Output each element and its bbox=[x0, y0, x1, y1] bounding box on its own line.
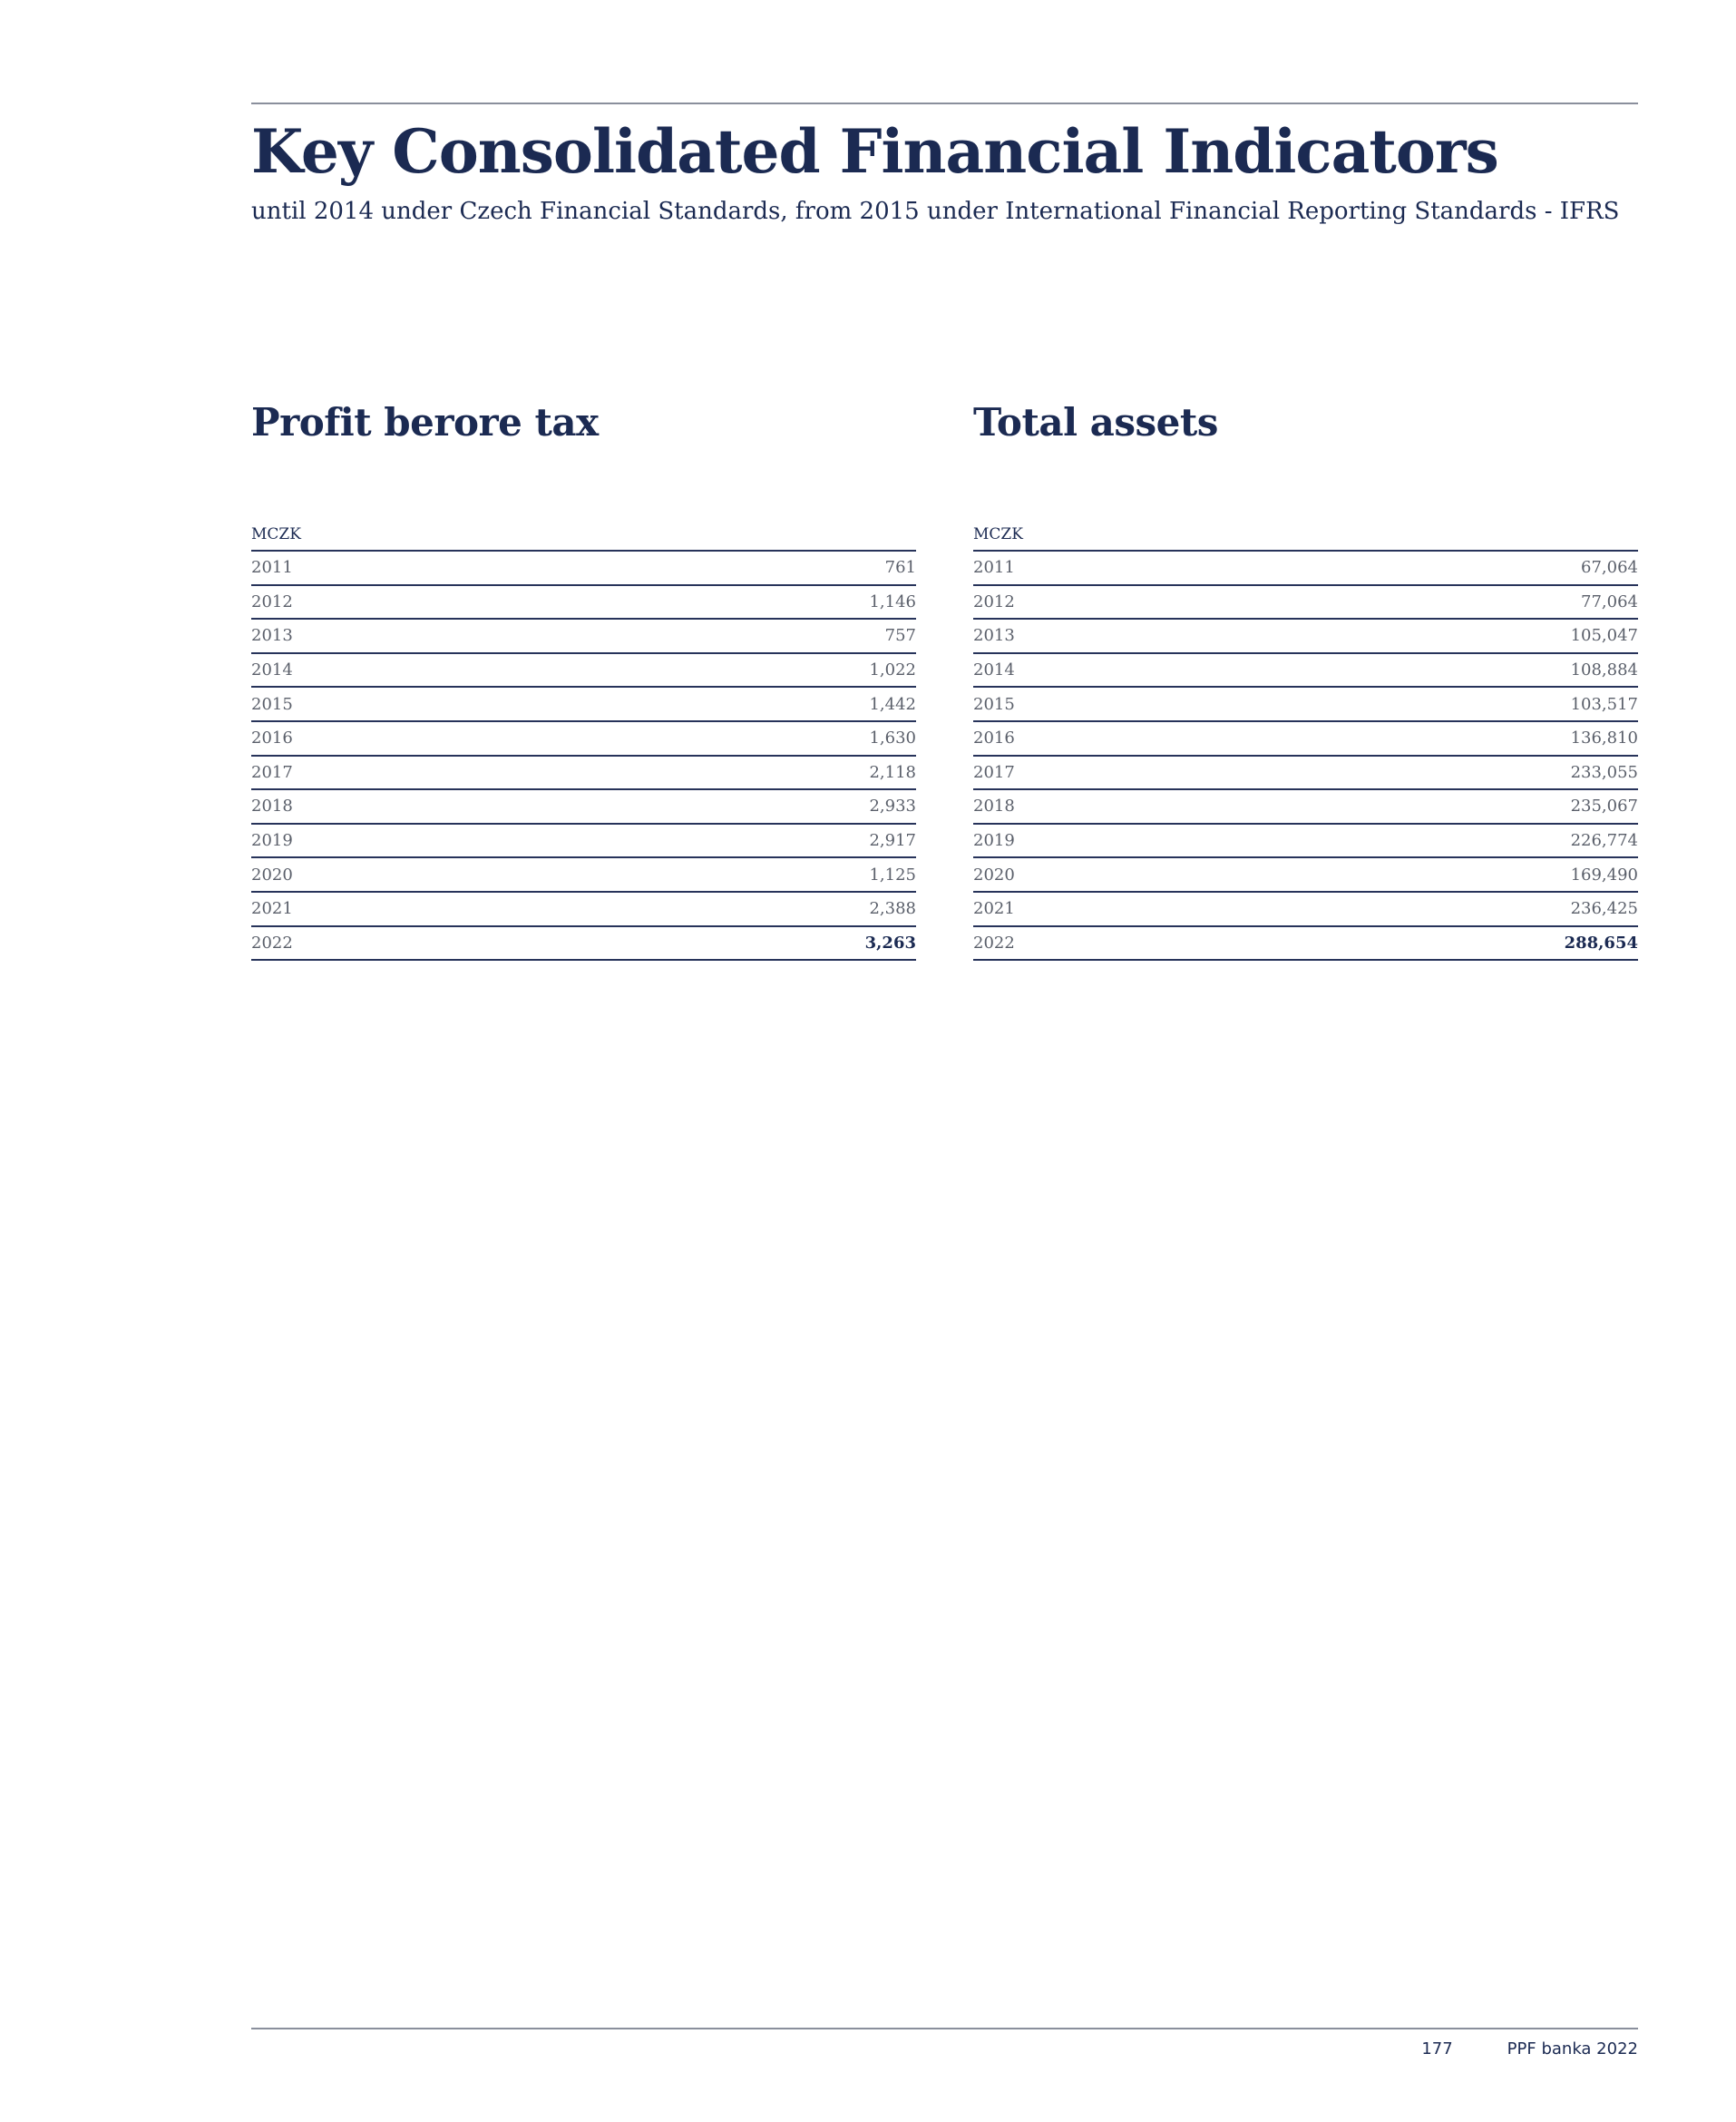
row-value: 1,125 bbox=[869, 865, 916, 885]
table-row bbox=[251, 858, 916, 893]
row-year: 2022 bbox=[973, 933, 1015, 953]
table-row bbox=[973, 757, 1638, 791]
top-divider bbox=[251, 103, 1638, 104]
row-year: 2017 bbox=[973, 762, 1015, 782]
table-row bbox=[973, 552, 1638, 586]
table-row bbox=[973, 586, 1638, 621]
row-year: 2012 bbox=[251, 592, 293, 611]
page-subtitle: until 2014 under Czech Financial Standards, from 2015 under International Financial Reporting Standards - IFRS bbox=[251, 198, 1620, 225]
table-row bbox=[973, 722, 1638, 757]
row-value: 226,774 bbox=[1570, 831, 1638, 851]
row-year: 2019 bbox=[251, 831, 293, 851]
row-value: 1,630 bbox=[869, 729, 916, 748]
table-row bbox=[973, 893, 1638, 927]
page-title: Key Consolidated Financial Indicators bbox=[251, 116, 1498, 187]
assets-table-title: Total assets bbox=[973, 400, 1218, 445]
table-row bbox=[251, 893, 916, 927]
row-value: 757 bbox=[884, 626, 916, 646]
row-value: 67,064 bbox=[1581, 558, 1638, 578]
table-row bbox=[251, 927, 916, 962]
bottom-divider bbox=[251, 2028, 1638, 2029]
row-value: 2,118 bbox=[869, 762, 916, 782]
row-value: 1,442 bbox=[869, 694, 916, 714]
row-year: 2020 bbox=[251, 865, 293, 885]
row-year: 2012 bbox=[973, 592, 1015, 611]
row-year: 2016 bbox=[973, 729, 1015, 748]
table-row bbox=[251, 757, 916, 791]
row-year: 2015 bbox=[973, 694, 1015, 714]
row-value: 3,263 bbox=[864, 933, 916, 953]
row-year: 2021 bbox=[973, 899, 1015, 919]
row-year: 2016 bbox=[251, 729, 293, 748]
row-year: 2015 bbox=[251, 694, 293, 714]
row-value: 2,933 bbox=[869, 797, 916, 817]
assets-table-rows bbox=[973, 552, 1638, 961]
row-value: 233,055 bbox=[1570, 762, 1638, 782]
row-year: 2020 bbox=[973, 865, 1015, 885]
table-row bbox=[973, 858, 1638, 893]
row-value: 103,517 bbox=[1570, 694, 1638, 714]
page-number: 177 bbox=[1421, 2039, 1453, 2058]
row-year: 2018 bbox=[251, 797, 293, 817]
row-value: 2,917 bbox=[869, 831, 916, 851]
profit-table-unit: MCZK bbox=[251, 521, 916, 552]
row-year: 2011 bbox=[251, 558, 293, 578]
table-row bbox=[251, 688, 916, 722]
table-row bbox=[973, 654, 1638, 689]
table-row bbox=[973, 688, 1638, 722]
row-value: 2,388 bbox=[869, 899, 916, 919]
table-row bbox=[973, 620, 1638, 654]
profit-before-tax-table bbox=[251, 397, 916, 961]
table-row bbox=[251, 552, 916, 586]
row-year: 2021 bbox=[251, 899, 293, 919]
row-value: 105,047 bbox=[1570, 626, 1638, 646]
table-row bbox=[973, 790, 1638, 825]
profit-table-title: Profit berore tax bbox=[251, 400, 599, 445]
table-row bbox=[251, 825, 916, 859]
row-value: 136,810 bbox=[1570, 729, 1638, 748]
row-value: 108,884 bbox=[1570, 660, 1638, 680]
row-value: 235,067 bbox=[1570, 797, 1638, 817]
row-value: 169,490 bbox=[1570, 865, 1638, 885]
assets-table-unit: MCZK bbox=[973, 521, 1638, 552]
row-value: 77,064 bbox=[1581, 592, 1638, 611]
profit-table-rows bbox=[251, 552, 916, 961]
row-year: 2019 bbox=[973, 831, 1015, 851]
row-year: 2014 bbox=[251, 660, 293, 680]
row-year: 2013 bbox=[973, 626, 1015, 646]
table-row bbox=[973, 825, 1638, 859]
table-row bbox=[251, 722, 916, 757]
row-value: 1,022 bbox=[869, 660, 916, 680]
table-row bbox=[251, 586, 916, 621]
row-value: 761 bbox=[884, 558, 916, 578]
page-footer bbox=[1421, 2039, 1638, 2058]
row-year: 2017 bbox=[251, 762, 293, 782]
row-year: 2014 bbox=[973, 660, 1015, 680]
row-value: 288,654 bbox=[1564, 933, 1638, 953]
total-assets-table bbox=[973, 397, 1638, 961]
row-year: 2011 bbox=[973, 558, 1015, 578]
row-value: 236,425 bbox=[1570, 899, 1638, 919]
row-year: 2022 bbox=[251, 933, 293, 953]
table-row bbox=[251, 654, 916, 689]
publication-name: PPF banka 2022 bbox=[1507, 2039, 1638, 2058]
table-row bbox=[973, 927, 1638, 962]
row-year: 2018 bbox=[973, 797, 1015, 817]
table-row bbox=[251, 620, 916, 654]
row-value: 1,146 bbox=[869, 592, 916, 611]
row-year: 2013 bbox=[251, 626, 293, 646]
table-row bbox=[251, 790, 916, 825]
